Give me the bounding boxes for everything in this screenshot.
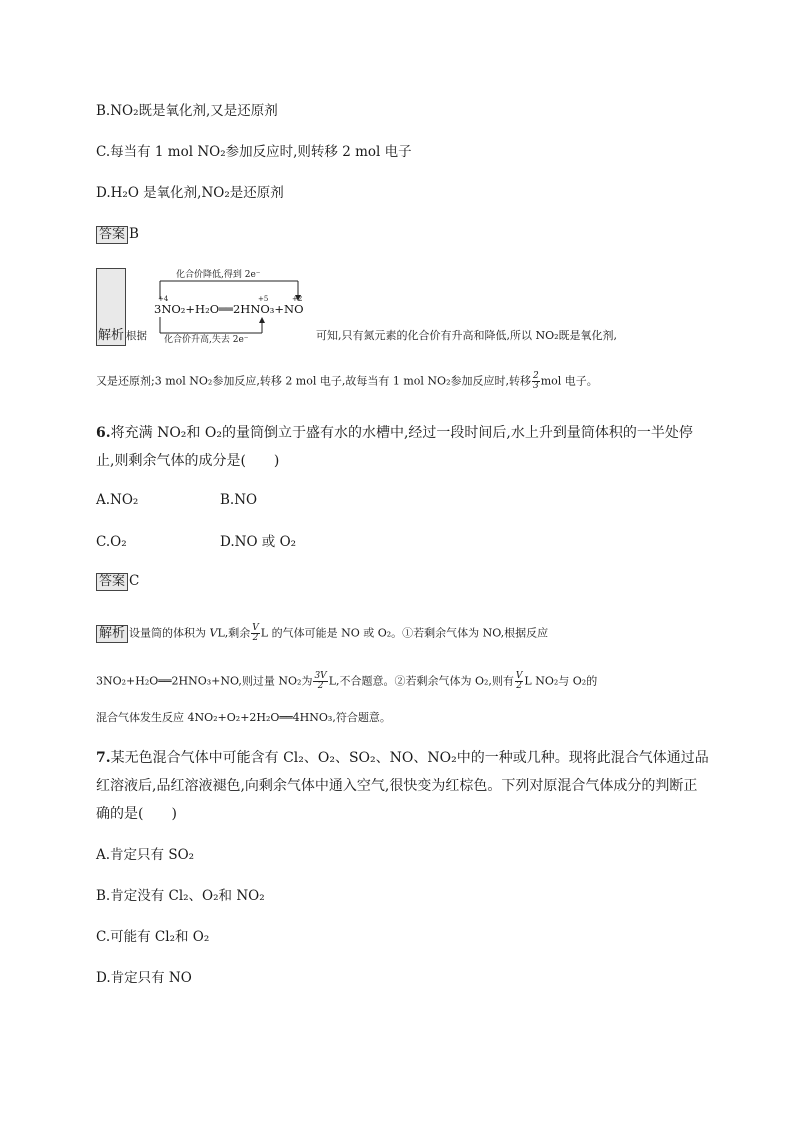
analysis-tag: 解析 [98,328,125,343]
frac-num: 2 [532,371,539,381]
a6-l1a: 设量筒的体积为 [129,626,210,640]
analysis-tag-box [96,268,126,346]
analysis-line2-text: 又是还原剂;3 mol NO₂参加反应,转移 2 mol 电子,故每当有 1 mol NO₂参加反应时,转移 [96,374,531,388]
f2-num: 3V [314,671,327,681]
analysis6-line1 [96,624,548,643]
q6-stem-line2: 止,则剩余气体的成分是( ) [96,453,280,469]
a6-l2a: 3NO₂+H₂O══2HNO₃+NO,则过量 NO₂为 [96,674,313,688]
answer-tag: 答案 [96,226,128,244]
answer6-row [96,572,139,591]
f1-num: V [252,623,259,633]
f2-den: 2 [317,681,324,691]
q6-option-b: B.NO [220,492,258,508]
f3-num: V [515,671,523,681]
ox-state-a: +4 [158,295,169,303]
q7-stem-line3: 确的是( ) [96,806,177,822]
a6-l2c: L NO₂与 O₂的 [524,674,598,688]
diagram-bottom-label: 化合价升高,失去 2e⁻ [164,335,249,345]
f3-den: 2 [516,681,523,691]
q7-option-c: C.可能有 Cl₂和 O₂ [96,929,210,945]
ox-state-b: +5 [258,295,269,303]
q7-stem-line1 [96,749,709,767]
answer6-tag: 答案 [96,573,128,591]
q7-option-d: D.肯定只有 NO [96,970,192,986]
q6-stem1: 将充满 NO₂和 O₂的量筒倒立于盛有水的水槽中,经过一段时间后,水上升到量筒体积的一半处停 [110,425,693,441]
answer6-value: C [129,573,140,589]
analysis-prefix: 根据 [126,330,147,342]
q6-option-a: A.NO₂ [96,492,139,508]
redox-diagram [150,263,320,345]
analysis-line1: 可知,只有氮元素的化合价有升高和降低,所以 NO₂既是氧化剂, [316,329,618,342]
q7-stem-line2: 红溶液后,品红溶液褪色,向剩余气体中通入空气,很快变为红棕色。下列对原混合气体成分的判断正 [96,778,698,794]
fraction-3v-2 [313,672,327,691]
q6-stem-line1 [96,424,693,442]
q7-option-b: B.肯定没有 Cl₂、O₂和 NO₂ [96,888,265,904]
diagram-top-label: 化合价降低,得到 2e⁻ [176,270,261,280]
q7-number: 7. [96,750,111,766]
q6-number: 6. [96,425,111,441]
option-d: D.H₂O 是氧化剂,NO₂是还原剂 [96,185,284,201]
fraction-v-2 [251,624,260,643]
analysis6-line2 [96,672,597,691]
fraction-two-thirds [532,372,540,391]
ox-state-c: +2 [292,295,303,303]
a6-l1c: L 的气体可能是 NO 或 O₂。①若剩余气体为 NO,根据反应 [260,626,549,640]
analysis-line2-end: mol 电子。 [540,374,598,388]
frac-den: 3 [532,381,539,391]
q7-stem1: 某无色混合气体中可能含有 Cl₂、O₂、SO₂、NO、NO₂中的一种或几种。现将此混合气体通过品 [110,750,709,766]
analysis-line2 [96,372,598,391]
q7-option-a: A.肯定只有 SO₂ [96,847,195,863]
a6-l1v: V [209,626,218,640]
option-b: B.NO₂既是氧化剂,又是还原剂 [96,103,278,119]
answer-value: B [129,226,139,242]
bottom-arrow-head [259,317,265,323]
a6-l2b: L,不合题意。②若剩余气体为 O₂,则有 [328,674,514,688]
f1-den: 2 [252,633,259,643]
diagram-equation: 3NO₂+H₂O══2HNO₃+NO [154,302,304,316]
a6-l1b: L,剩余 [217,626,251,640]
answer-row [96,225,139,244]
analysis6-line3: 混合气体发生反应 4NO₂+O₂+2H₂O══4HNO₃,符合题意。 [96,711,391,724]
fraction-v-2b [515,672,524,691]
analysis6-tag: 解析 [96,625,128,643]
option-c: C.每当有 1 mol NO₂参加反应时,则转移 2 mol 电子 [96,144,412,160]
q6-option-c: C.O₂ [96,534,127,550]
q6-option-d: D.NO 或 O₂ [220,534,297,550]
